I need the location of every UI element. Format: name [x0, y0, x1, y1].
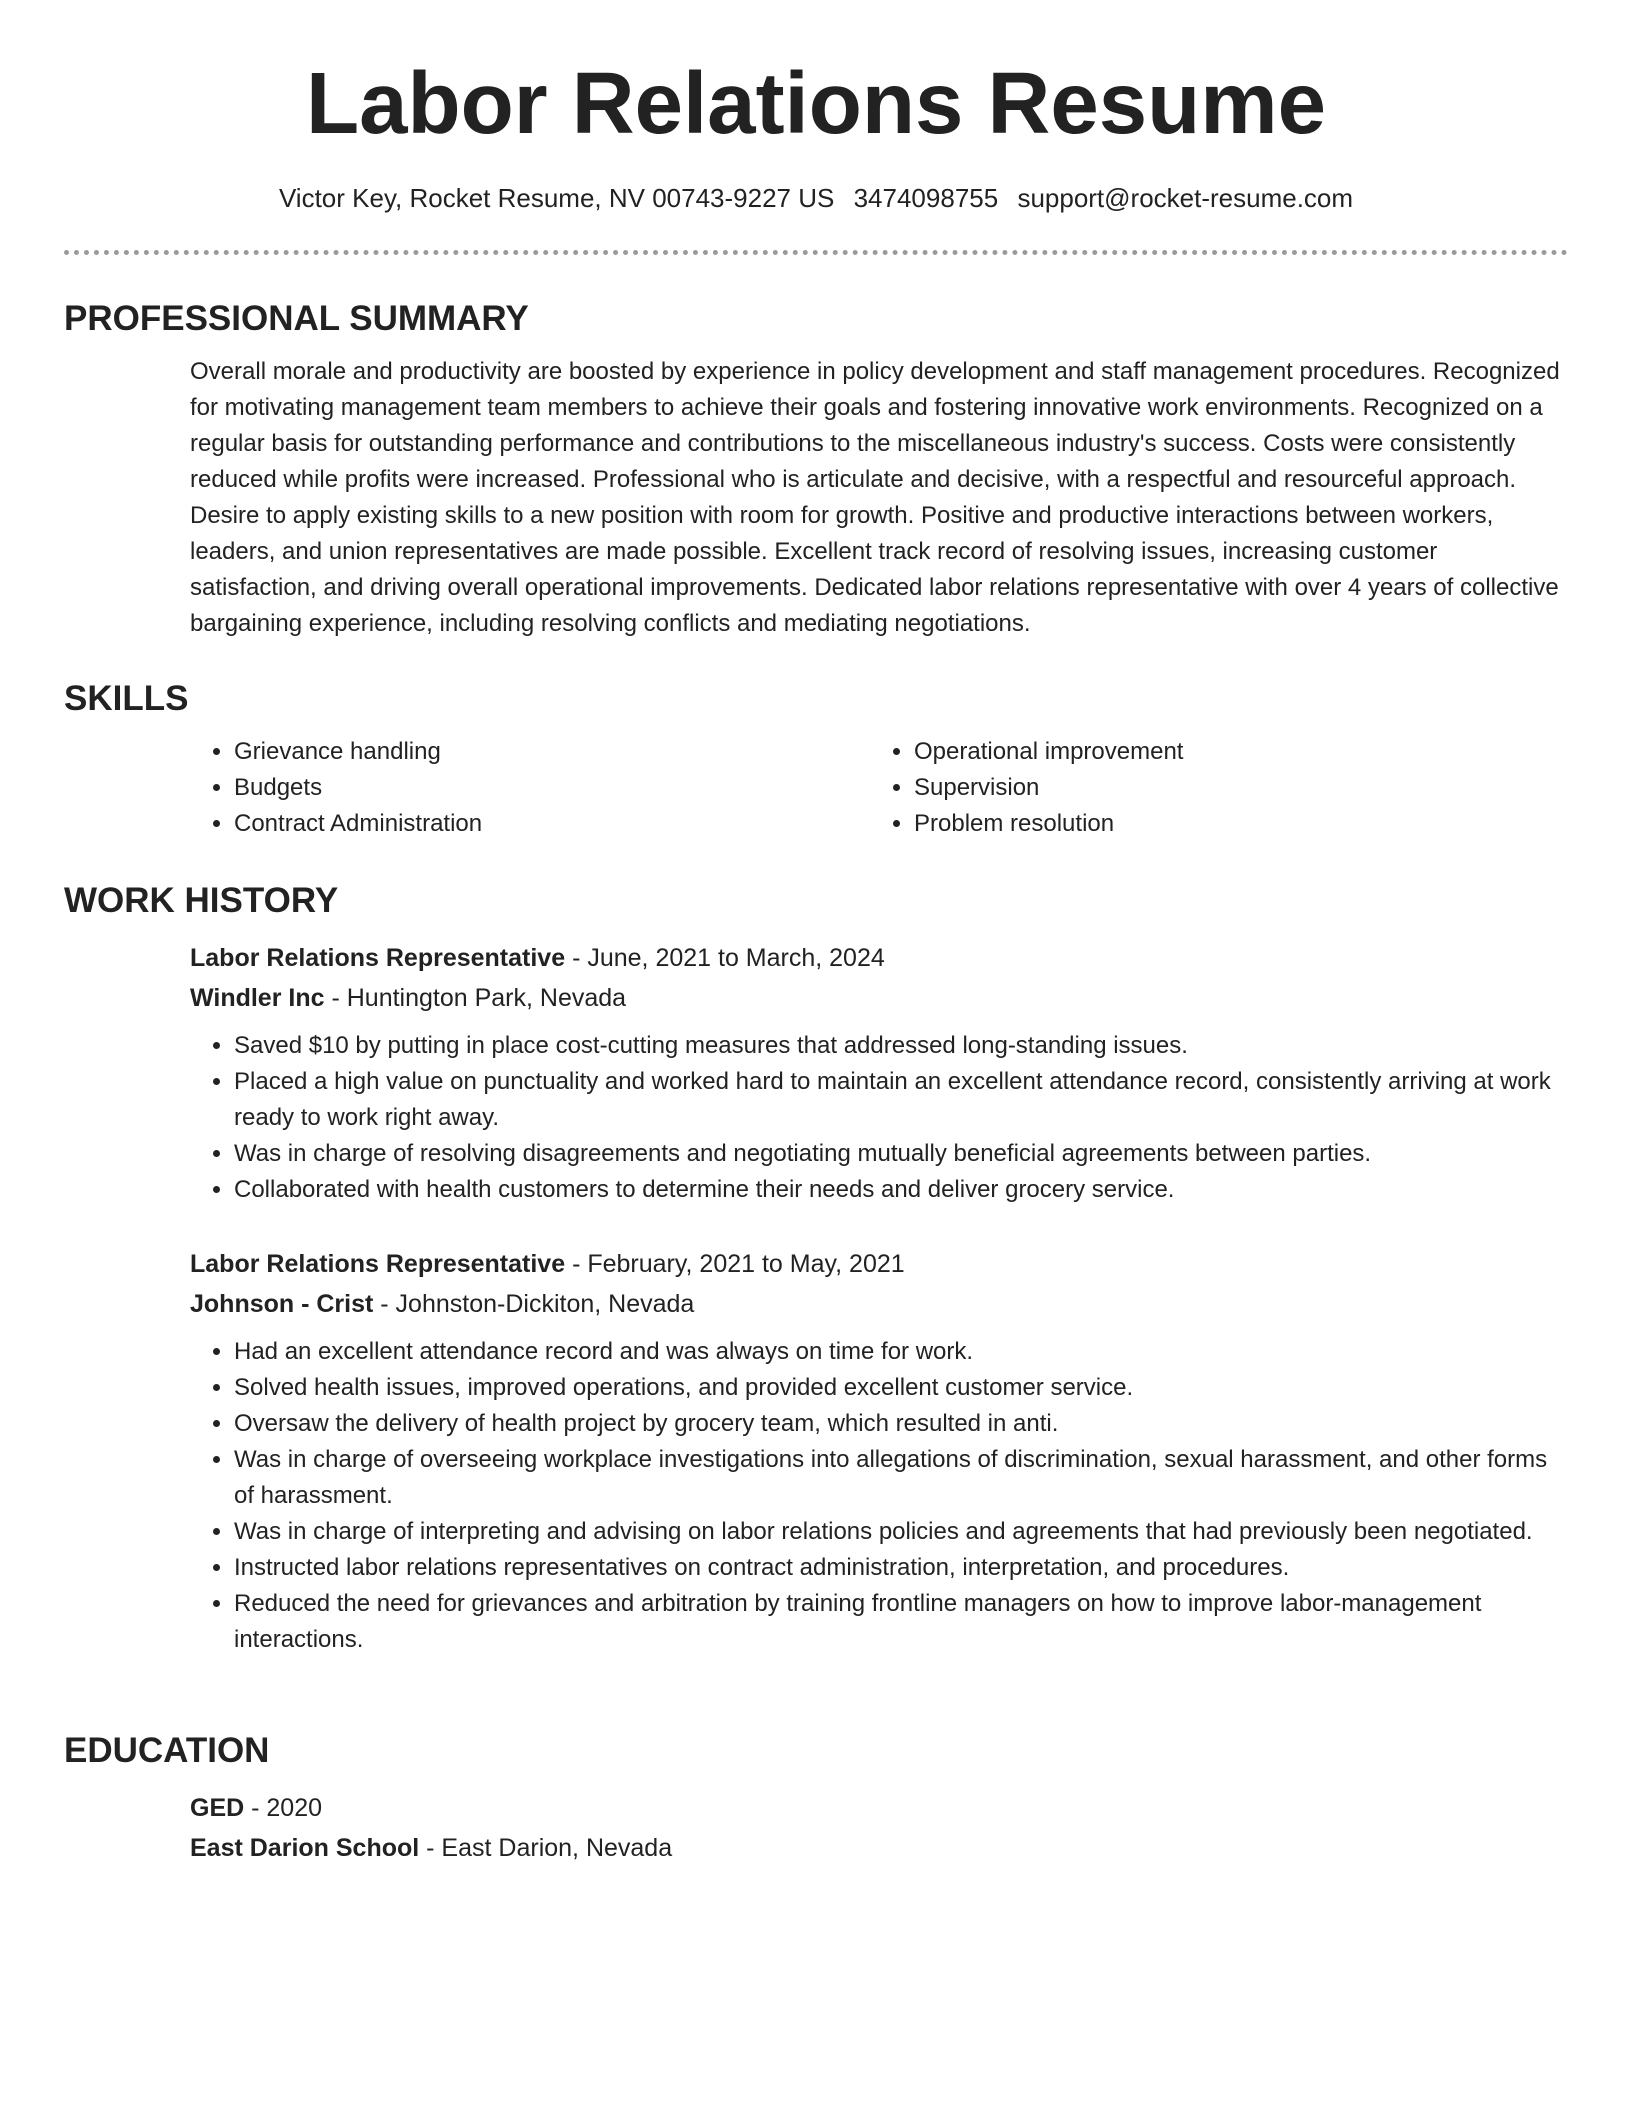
job-title-line [190, 1244, 1568, 1284]
job-bullet: • Saved $10 by putting in place cost-cutting measures that addressed long-standing issues. [234, 1028, 1568, 1064]
document-title: Labor Relations Resume [305, 55, 1327, 152]
job-company-line [190, 1284, 1568, 1324]
skill-item: • Grievance handling [234, 734, 870, 770]
contact-phone: 3474098755 [853, 183, 999, 213]
job-bullet: • Oversaw the delivery of health project by grocery team, which resulted in anti. [234, 1406, 1568, 1442]
work-history-heading: WORK HISTORY [64, 881, 339, 920]
skills-column-right [870, 734, 1550, 842]
skill-item: • Problem resolution [914, 806, 1550, 842]
skills-heading: SKILLS [64, 679, 189, 718]
skills-section [64, 676, 1568, 842]
education-entry [190, 1788, 1568, 1868]
job-entry [190, 938, 1568, 1208]
education-degree: GED [190, 1794, 245, 1822]
job-bullets [190, 1028, 1568, 1208]
job-bullet: • Reduced the need for grievances and arbitration by training frontline managers on how to improve labor-management interactions. [234, 1586, 1568, 1658]
education-location: - East Darion, Nevada [419, 1834, 673, 1862]
job-bullet: • Was in charge of overseeing workplace investigations into allegations of discrimination, sexual harassment, and other forms of harassment. [234, 1442, 1568, 1514]
education-school: East Darion School [190, 1834, 420, 1862]
education-school-line [190, 1828, 1568, 1868]
education-section [64, 1728, 1568, 1868]
job-company: Windler Inc [190, 984, 325, 1012]
education-degree-line [190, 1788, 1568, 1828]
education-year: - 2020 [244, 1794, 323, 1822]
job-location: - Johnston-Dickiton, Nevada [373, 1290, 695, 1318]
skills-column-left [190, 734, 870, 842]
job-bullet: • Placed a high value on punctuality and worked hard to maintain an excellent attendance record, consistently arriving at work ready to work right away. [234, 1064, 1568, 1136]
header-divider [64, 250, 1568, 255]
contact-address: Victor Key, Rocket Resume, NV 00743-9227 US [278, 183, 835, 213]
summary-section [64, 296, 1568, 642]
contact-line [0, 180, 1632, 216]
job-dates: - February, 2021 to May, 2021 [565, 1250, 905, 1278]
summary-text: Overall morale and productivity are boosted by experience in policy development and staff management procedures. Recognized for motivating management team members to achieve their goals and fostering innovative work environments. Recognized on a regular basis for outstanding performance and contributions to the miscellaneous industry's success. Costs were consistently reduced while profits were increased. Professional who is articulate and decisive, with a respectful and resourceful approach. Desire to apply existing skills to a new position with room for growth. Positive and productive interactions between workers, leaders, and union representatives are made possible. Excellent track record of resolving issues, increasing customer satisfaction, and driving overall operational improvements. Dedicated labor relations representative with over 4 years of collective bargaining experience, including resolving conflicts and mediating negotiations. [190, 358, 1560, 637]
work-history-section [64, 878, 1568, 1658]
contact-email: support@rocket-resume.com [1017, 183, 1354, 213]
summary-heading: PROFESSIONAL SUMMARY [64, 299, 529, 338]
education-heading: EDUCATION [64, 1731, 270, 1770]
skills-grid [190, 734, 1568, 842]
job-dates: - June, 2021 to March, 2024 [565, 944, 885, 972]
skill-item: • Contract Administration [234, 806, 870, 842]
job-location: - Huntington Park, Nevada [324, 984, 627, 1012]
job-bullets [190, 1334, 1568, 1658]
skill-item: • Budgets [234, 770, 870, 806]
job-bullet: • Solved health issues, improved operations, and provided excellent customer service. [234, 1370, 1568, 1406]
job-bullet: • Instructed labor relations representatives on contract administration, interpretation, and procedures. [234, 1550, 1568, 1586]
job-bullet: • Was in charge of interpreting and advising on labor relations policies and agreements that had previously been negotiated. [234, 1514, 1568, 1550]
job-bullet: • Had an excellent attendance record and was always on time for work. [234, 1334, 1568, 1370]
job-bullet: • Collaborated with health customers to determine their needs and deliver grocery service. [234, 1172, 1568, 1208]
skill-item: • Supervision [914, 770, 1550, 806]
job-entry [190, 1244, 1568, 1658]
job-company: Johnson - Crist [190, 1290, 374, 1318]
job-title: Labor Relations Representative [190, 1250, 566, 1278]
job-title-line [190, 938, 1568, 978]
job-company-line [190, 978, 1568, 1018]
job-title: Labor Relations Representative [190, 944, 566, 972]
job-bullet: • Was in charge of resolving disagreements and negotiating mutually beneficial agreements between parties. [234, 1136, 1568, 1172]
skill-item: • Operational improvement [914, 734, 1550, 770]
